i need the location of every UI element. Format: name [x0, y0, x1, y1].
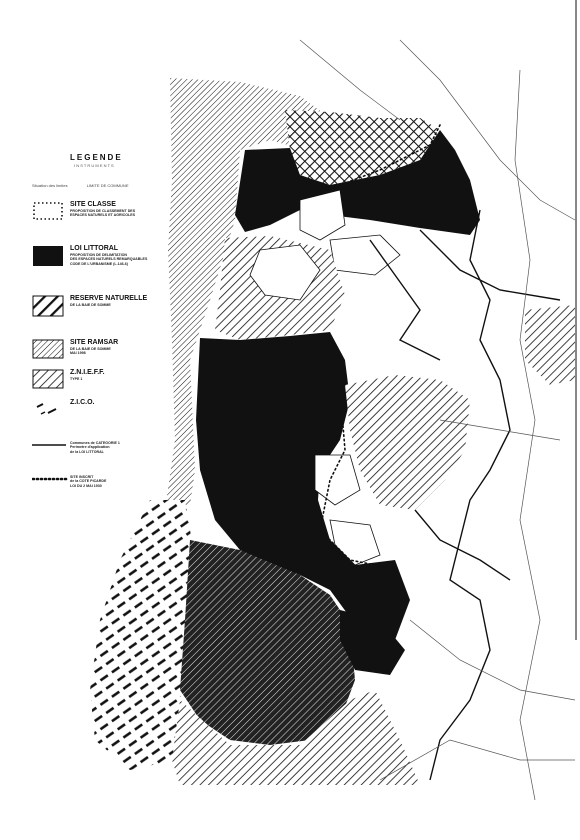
site-classe-swatch: [32, 201, 64, 221]
legend-label: Z.N.I.E.F.F.: [70, 369, 105, 376]
legend-label: SITE RAMSAR: [70, 339, 119, 346]
legend-desc: PROPOSITION DE DELIMITATION: [70, 253, 127, 257]
legend-subtitle: I N S T R U M E N T S: [74, 163, 114, 168]
legend-item-site-inscrit: [32, 475, 182, 509]
legend-intro-right: LIMITE DE COMMUNE: [86, 183, 129, 188]
legend-desc: Communes de CATEGORIE 1: [70, 441, 120, 445]
legend-desc: de la COTE PICARDE: [70, 479, 107, 484]
legend-desc: PROPOSITION DE CLASSEMENT DES: [70, 209, 136, 213]
reserve-naturelle-swatch: [32, 295, 64, 317]
legend-item-reserve-naturelle: [32, 295, 182, 333]
legend-desc: LOI DU 2 MAI 1930: [70, 483, 102, 488]
legend-label: SITE CLASSE: [70, 201, 116, 208]
site-inscrit-swatch: [32, 475, 68, 483]
legend-item-communes: [32, 441, 182, 475]
legend-title: LEGENDE: [70, 153, 123, 162]
legend-desc: ESPACES NATURELS ET AGRICOLES: [70, 213, 136, 218]
legend-desc: SITE INSCRIT: [70, 475, 94, 479]
legend-label: RESERVE NATURELLE: [70, 295, 148, 302]
legend-item-loi-littoral: [32, 245, 182, 283]
znieff-far-east: [525, 305, 575, 385]
zico-swatch: [32, 399, 64, 419]
legend-desc: DE LA BAIE DE SOMME: [70, 303, 111, 307]
legend-desc: DES ESPACES NATURELS REMARQUABLES: [70, 257, 148, 262]
loi-littoral-swatch: [32, 245, 64, 267]
communes-swatch: [32, 441, 68, 449]
legend-item-zico: [32, 399, 182, 437]
legend-label: Z.I.C.O.: [70, 399, 95, 406]
znieff-east: [345, 375, 470, 510]
legend-intro: [32, 183, 128, 188]
znieff-swatch: [32, 369, 64, 389]
legend-desc: MAI 1998: [70, 351, 86, 356]
legend-desc: CODE DE L'URBANISME (L.146-6): [70, 261, 128, 266]
legend-label: LOI LITTORAL: [70, 245, 119, 252]
legend-desc: Perimetre d'application: [70, 445, 110, 450]
north-enclave-2: [330, 235, 400, 275]
legend-desc: DE LA BAIE DE SOMME: [70, 347, 111, 351]
legend-item-site-classe: [32, 201, 182, 239]
central-enclave: [315, 455, 360, 505]
legend-desc: de la LOI LITTORAL: [70, 449, 104, 454]
site-ramsar-swatch: [32, 339, 64, 359]
legend-desc: TYPE 1: [70, 377, 83, 381]
legend-intro-left: Situation des limites: [32, 183, 68, 188]
